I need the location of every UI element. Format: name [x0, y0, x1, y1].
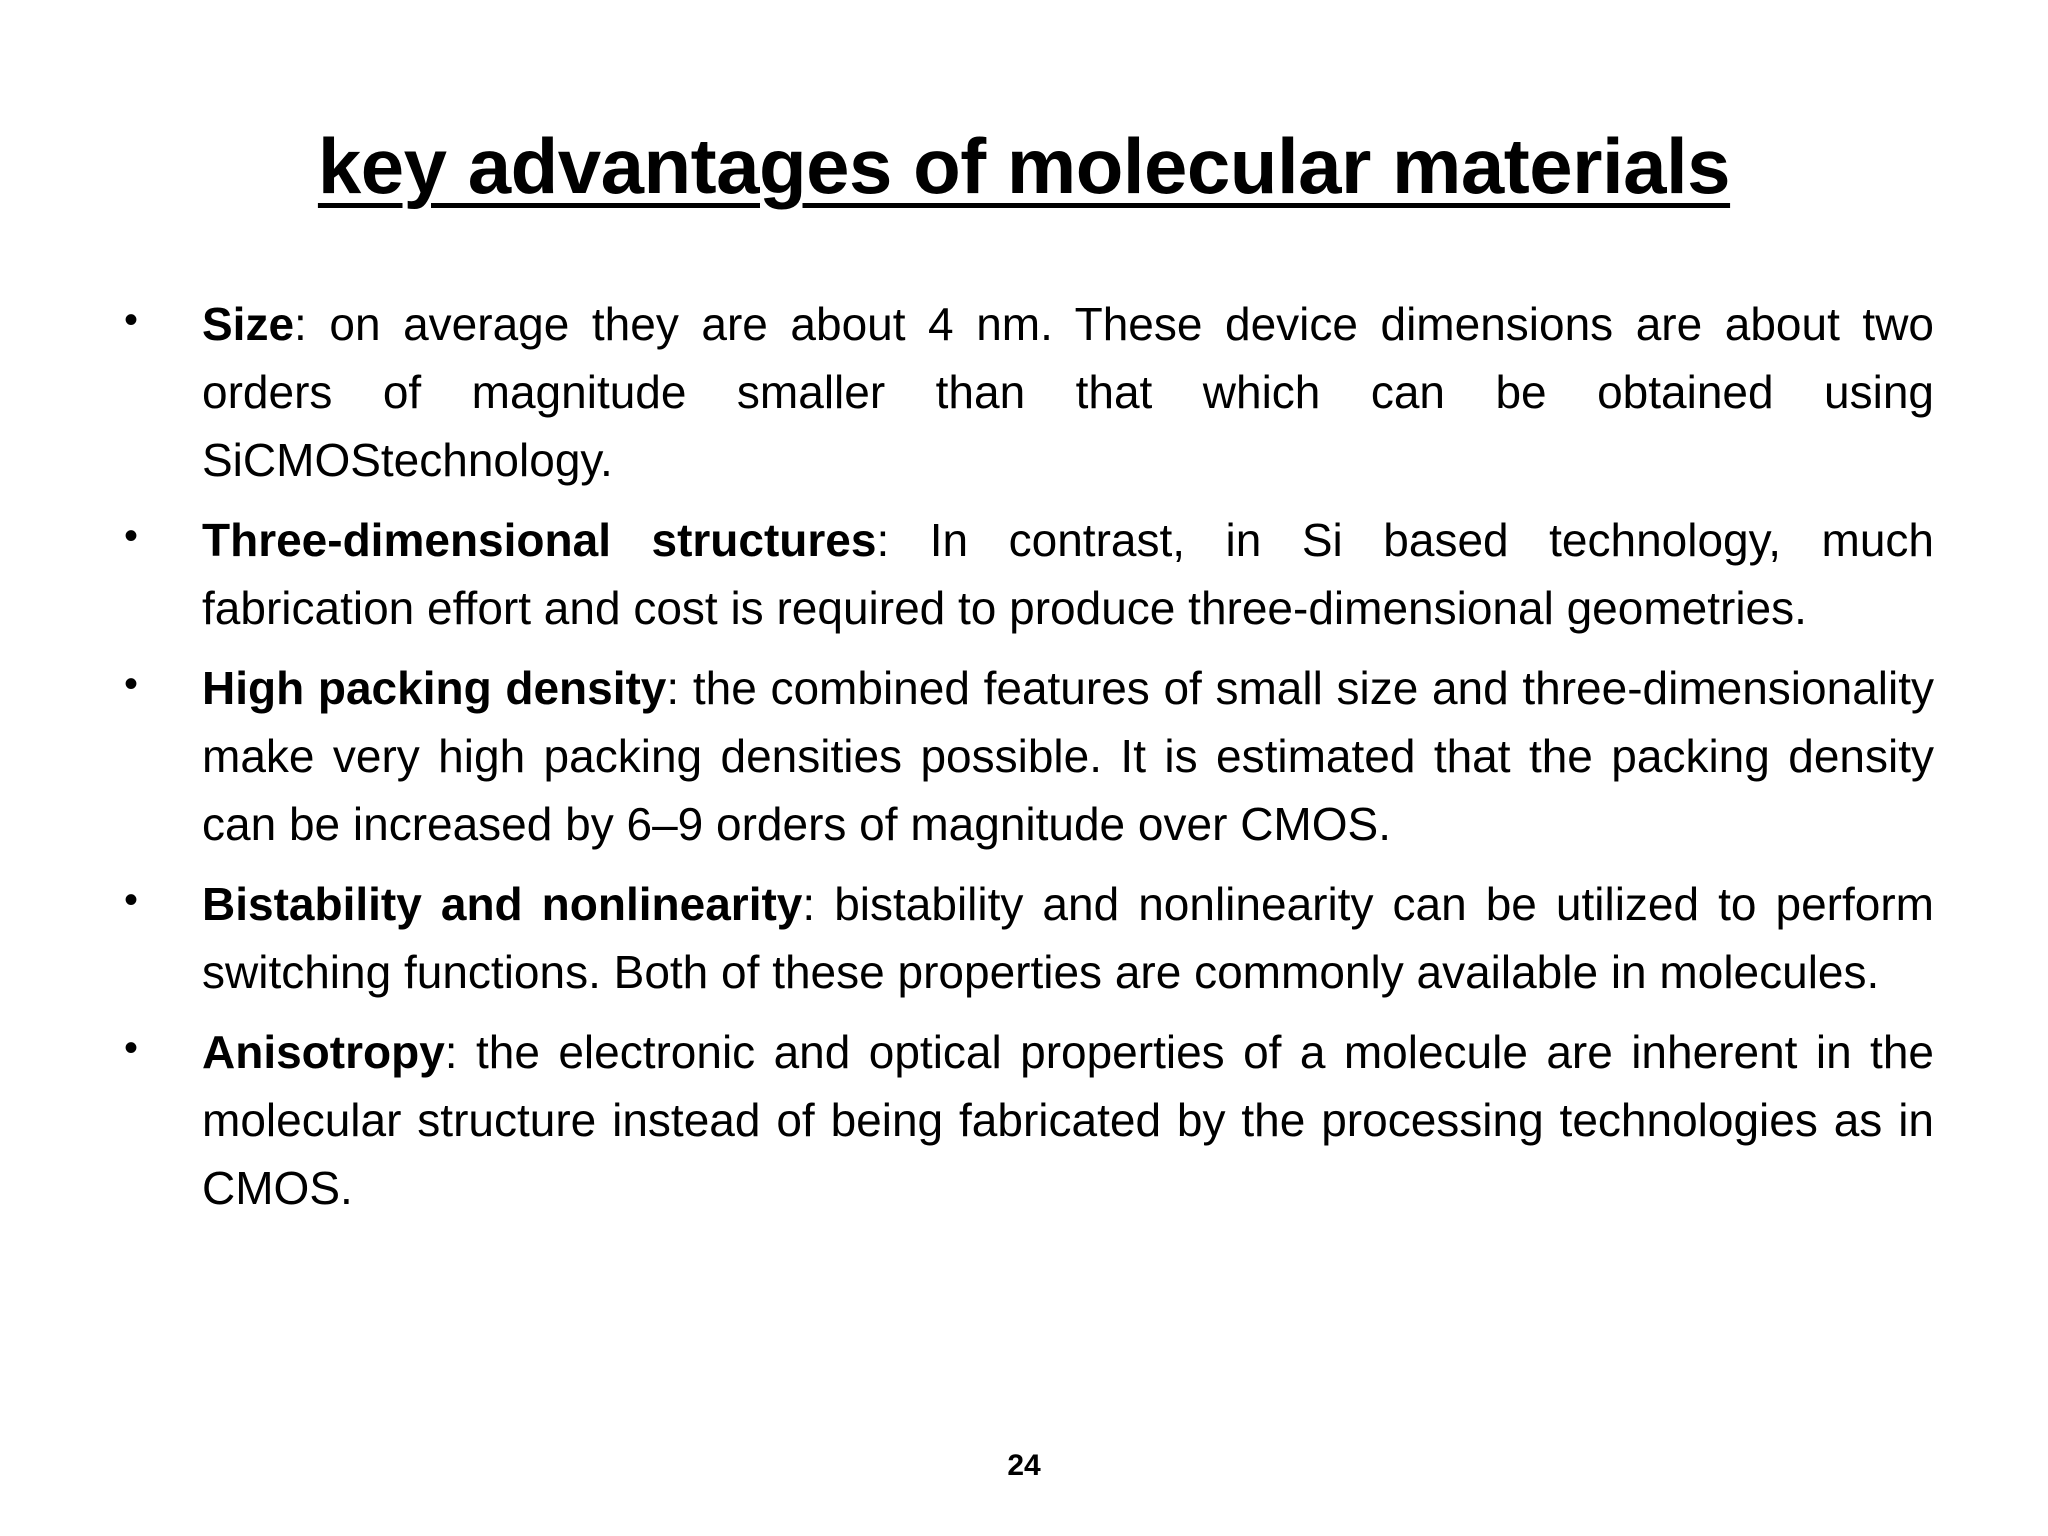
bullet-text: : the electronic and optical properties of a molecule are inherent in the molecular structure instead of being fabricated by the processing technologies as in CMOS. [202, 1026, 1934, 1214]
bullet-term: High packing density [202, 662, 667, 714]
bullet-dot-icon: • [124, 514, 139, 558]
page-number: 24 [1007, 1449, 1041, 1482]
bullet-text: : bistability and nonlinearity can be utilized to perform switching functions. Both of these properties are commonly available in molecules. [202, 878, 1934, 998]
slide-title-text: key advantages of molecular materials [317, 122, 1731, 210]
bullet-item-high-packing-density [124, 654, 1934, 858]
bullet-dot-icon: • [124, 662, 139, 706]
bullet-item-anisotropy [124, 1018, 1934, 1222]
bullet-dot-icon: • [124, 298, 139, 342]
bullet-term: Three-dimensional structures [202, 514, 877, 566]
bullet-text: : In contrast, in Si based technology, much fabrication effort and cost is required to produce three-dimensional geometries. [202, 514, 1934, 634]
bullet-list [124, 290, 1934, 1234]
bullet-item-size [124, 290, 1934, 494]
bullet-text: : on average they are about 4 nm. These device dimensions are about two orders of magnitude smaller than that which can be obtained using SiCMOStechnology. [202, 298, 1934, 486]
bullet-item-three-dimensional-structures [124, 506, 1934, 642]
bullet-term: Bistability and nonlinearity [202, 878, 803, 930]
bullet-term: Anisotropy [202, 1026, 445, 1078]
bullet-dot-icon: • [124, 1026, 139, 1070]
bullet-dot-icon: • [124, 878, 139, 922]
bullet-item-bistability-and-nonlinearity [124, 870, 1934, 1006]
bullet-term: Size [202, 298, 295, 350]
slide-title [0, 118, 2048, 214]
bullet-text: : the combined features of small size and three-dimensionality make very high packing densities possible. It is estimated that the packing density can be increased by 6–9 orders of magnitude over CMOS. [202, 662, 1934, 850]
